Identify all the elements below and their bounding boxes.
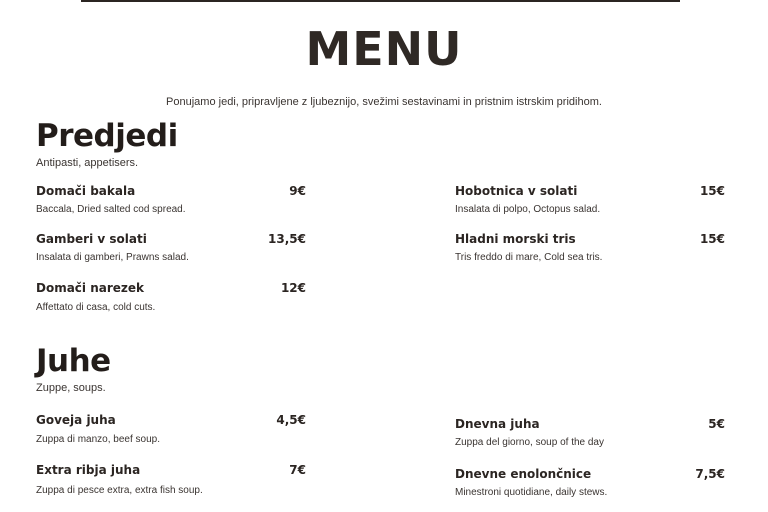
item-price: 13,5€	[268, 232, 306, 246]
item-name: Gamberi v solati	[36, 232, 147, 246]
page-title: MENU	[305, 22, 463, 76]
item-description: Zuppa di pesce extra, extra fish soup.	[36, 485, 203, 496]
item-price: 12€	[280, 281, 306, 295]
item-name: Hobotnica v solati	[455, 184, 578, 198]
menu-item	[36, 281, 306, 321]
item-description: Baccala, Dried salted cod spread.	[36, 204, 186, 215]
item-name: Domači bakala	[36, 184, 136, 198]
menu-item	[455, 184, 725, 224]
item-price: 5€	[708, 417, 725, 431]
item-name: Domači narezek	[36, 281, 145, 295]
menu-item	[455, 467, 725, 507]
item-name: Extra ribja juha	[36, 463, 141, 477]
menu-item	[36, 413, 306, 453]
item-price: 15€	[699, 184, 725, 198]
intro-text: Ponujamo jedi, pripravljene z ljubeznijo, svežimi sestavinami in pristnim istrskim pridihom.	[166, 96, 602, 108]
menu-item	[36, 463, 306, 503]
item-description: Insalata di polpo, Octopus salad.	[455, 204, 601, 215]
menu-item	[455, 417, 725, 457]
section-title-predjedi: Predjedi	[36, 118, 178, 154]
item-description: Affettato di casa, cold cuts.	[36, 302, 156, 313]
item-name: Goveja juha	[36, 413, 116, 427]
menu-item	[36, 232, 306, 272]
item-description: Tris freddo di mare, Cold sea tris.	[455, 252, 603, 263]
item-price: 7€	[289, 463, 306, 477]
item-name: Hladni morski tris	[455, 232, 576, 246]
item-name: Dnevna juha	[455, 417, 540, 431]
top-divider	[81, 0, 680, 2]
section-subtitle-juhe: Zuppe, soups.	[36, 382, 106, 394]
menu-item	[455, 232, 725, 272]
item-description: Insalata di gamberi, Prawns salad.	[36, 252, 189, 263]
section-title-juhe: Juhe	[36, 343, 111, 379]
item-price: 7,5€	[695, 467, 725, 481]
item-price: 4,5€	[276, 413, 306, 427]
item-price: 15€	[699, 232, 725, 246]
section-subtitle-predjedi: Antipasti, appetisers.	[36, 157, 139, 169]
menu-item	[36, 184, 306, 224]
item-description: Zuppa del giorno, soup of the day	[455, 437, 604, 448]
item-description: Minestroni quotidiane, daily stews.	[455, 487, 608, 498]
item-price: 9€	[289, 184, 306, 198]
item-description: Zuppa di manzo, beef soup.	[36, 434, 160, 445]
item-name: Dnevne enolončnice	[455, 467, 592, 481]
